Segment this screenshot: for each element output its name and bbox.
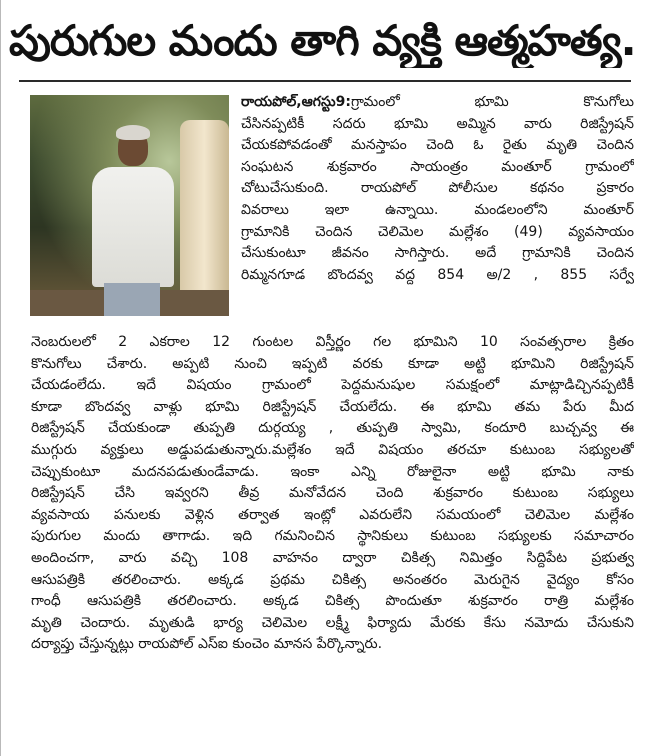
article-line: చేయకపోవడంతో మనస్తాపం చెంది ఓ రైతు మృతి చెందిన <box>241 137 634 154</box>
article-line: చేసుకుంటూ జీవనం సాగిస్తారు. అదే గ్రామానికి చెందిన <box>241 245 634 262</box>
photo-person-pants <box>104 283 160 316</box>
article-line: చెప్పుకుంటూ మదనపడుతుండేవాడు. ఇంకా ఎన్ని రోజులైనా అట్టి భూమి నాకు <box>31 463 634 480</box>
article-line: సంఘటన శుక్రవారం సాయంత్రం మంతూర్ గ్రామంలో <box>241 158 634 175</box>
article-line: అందించగా, వారు వచ్చి 108 వాహనం ద్వారా చికిత్స నిమిత్తం సిద్దిపేట ప్రభుత్వ <box>31 549 634 566</box>
article-line: ఆసుపత్రికి తరలించారు. అక్కడ ప్రథమ చికిత్స అనంతరం మెరుగైన వైద్యం కోసం <box>31 571 634 588</box>
photo-curtain <box>180 120 229 300</box>
article-text-full-width <box>31 332 634 656</box>
article-line: చేసినప్పటికీ సదరు భూమి అమ్మిన వారు రిజిస్ట్రేషన్ <box>241 115 634 132</box>
article-line: వివరాలు ఇలా ఉన్నాయి. మండలంలోని మంతూర్ <box>241 201 634 218</box>
article-line: గాంధీ ఆసుపత్రికి తరలించారు. అక్కడ చికిత్స పొందుతూ శుక్రవారం రాత్రి మల్లేశం <box>31 593 634 610</box>
article-line: రిమ్మనగూడ బొందవ్వ వద్ద 854 అ/2 , 855 సర్వే <box>241 266 634 283</box>
article-line: కూడా బొందవ్వ వాళ్లు భూమి రిజిస్ట్రేషన్ చేయలేదు. ఈ భూమి తమ పేరు మీద <box>31 398 634 415</box>
article-line: కొనుగోలు చేశారు. అప్పటి నుంచి ఇప్పటి వరకు కూడా అట్టి భూమిని రిజిస్ట్రేషన్ <box>31 355 634 372</box>
article-line: దర్యాప్తు చేస్తున్నట్లు రాయపోల్ ఎస్ఐ కుంచెం మానస పేర్కొన్నారు. <box>31 636 383 653</box>
article-line: రాయపోల్,ఆగస్టు9:గ్రామంలో భూమి కొనుగోలు <box>241 94 634 110</box>
headline-divider <box>19 80 631 82</box>
dateline: రాయపోల్,ఆగస్టు9: <box>241 94 351 110</box>
victim-photo <box>30 95 229 316</box>
headline: పురుగుల మందు తాగి వ్యక్తి ఆత్మహత్య. <box>9 16 636 65</box>
article-line: చోటుచేసుకుంది. రాయపోల్ పోలీసుల కథనం ప్రకారం <box>241 180 634 197</box>
article-line: వ్యవసాయ పనులకు వెళ్లిన తర్వాత ఇంట్లో ఎవరులేని సమయంలో చెలిమెల మల్లేశం <box>31 506 634 523</box>
photo-person-shirt <box>92 167 174 287</box>
article-line: రిజిస్ట్రేషన్ చేయకుండా తుప్పతి దుర్గయ్య , తుప్పతి స్వామి, కందూరి బుచ్చవ్వ ఈ <box>31 420 634 437</box>
photo-person-hair <box>116 125 150 140</box>
article-line: రిజిస్ట్రేషన్ చేసి ఇవ్వరని తీవ్ర మనోవేదన చెంది శుక్రవారం కుటుంబ సభ్యులు <box>31 485 634 502</box>
article-line: పురుగుల మందు తాగాడు. ఇది గమనించిన స్థానికులు కుటుంబ సభ్యులకు సమాచారం <box>31 528 634 545</box>
article-line: నెంబరులలో 2 ఎకరాల 12 గుంటల విస్తీర్ణం గల భూమిని 10 సంవత్సరాల క్రితం <box>31 334 634 350</box>
article-line: చేయడంలేదు. ఇదే విషయం గ్రామంలో పెద్దమనుషుల సమక్షంలో మాట్లాడిచ్చినప్పటికీ <box>31 377 634 394</box>
article-line: ముగ్గురు వ్యక్తులు అడ్డుపడుతున్నారు.మల్లేశం ఇదే విషయం తరచూ కుటుంబ సభ్యులతో <box>31 441 634 458</box>
article-line: మృతి చెందారు. మృతుడి భార్య చెలిమెల లక్ష్మీ ఫిర్యాదు మేరకు కేసు నమోదు చేసుకుని <box>31 614 634 631</box>
article-text-beside-photo <box>241 92 634 286</box>
article-line: గ్రామానికి చెందిన చెలిమెల మల్లేశం (49) వ్యవసాయం <box>241 223 634 240</box>
